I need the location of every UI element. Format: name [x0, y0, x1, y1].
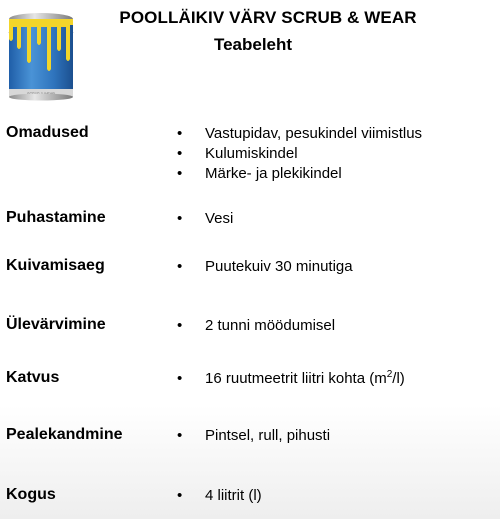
- property-value: 16 ruutmeetrit liitri kohta $(m^2/l)$: [205, 369, 405, 387]
- bullet-icon: •: [177, 145, 183, 162]
- property-value: 4 liitrit (l): [205, 487, 262, 504]
- property-label: Omadused: [6, 124, 89, 141]
- page-subtitle: Teabeleht: [213, 35, 293, 54]
- property-label: Puhastamine: [6, 209, 106, 226]
- property-value: Vastupidav, pesukindel viimistlus: [205, 125, 423, 142]
- property-value: Puutekuiv 30 minutiga: [205, 258, 353, 275]
- property-label: Pealekandmine: [6, 426, 123, 443]
- property-value: Pintsel, rull, pihusti: [205, 427, 331, 444]
- property-label: Kogus: [6, 486, 56, 503]
- property-value: Märke- ja plekikindel: [205, 165, 342, 182]
- property-value: 2 tunni möödumisel: [205, 317, 336, 334]
- page-title: POOLLÄIKIV VÄRV SCRUB & WEAR: [119, 8, 417, 27]
- property-value: Kulumiskindel: [205, 145, 298, 162]
- bullet-icon: •: [177, 165, 183, 182]
- bullet-icon: •: [177, 258, 183, 275]
- bullet-icon: •: [177, 210, 183, 227]
- property-value: Vesi: [205, 210, 234, 227]
- property-label: Kuivamisaeg: [6, 257, 105, 274]
- bullet-icon: •: [177, 370, 183, 387]
- bullet-icon: •: [177, 125, 183, 142]
- property-label: Katvus: [6, 369, 60, 386]
- bullet-icon: •: [177, 427, 183, 444]
- bullet-icon: •: [177, 487, 183, 504]
- paint-can-icon: [6, 3, 76, 103]
- property-label: Ülevärvimine: [6, 316, 106, 333]
- bullet-icon: •: [177, 317, 183, 334]
